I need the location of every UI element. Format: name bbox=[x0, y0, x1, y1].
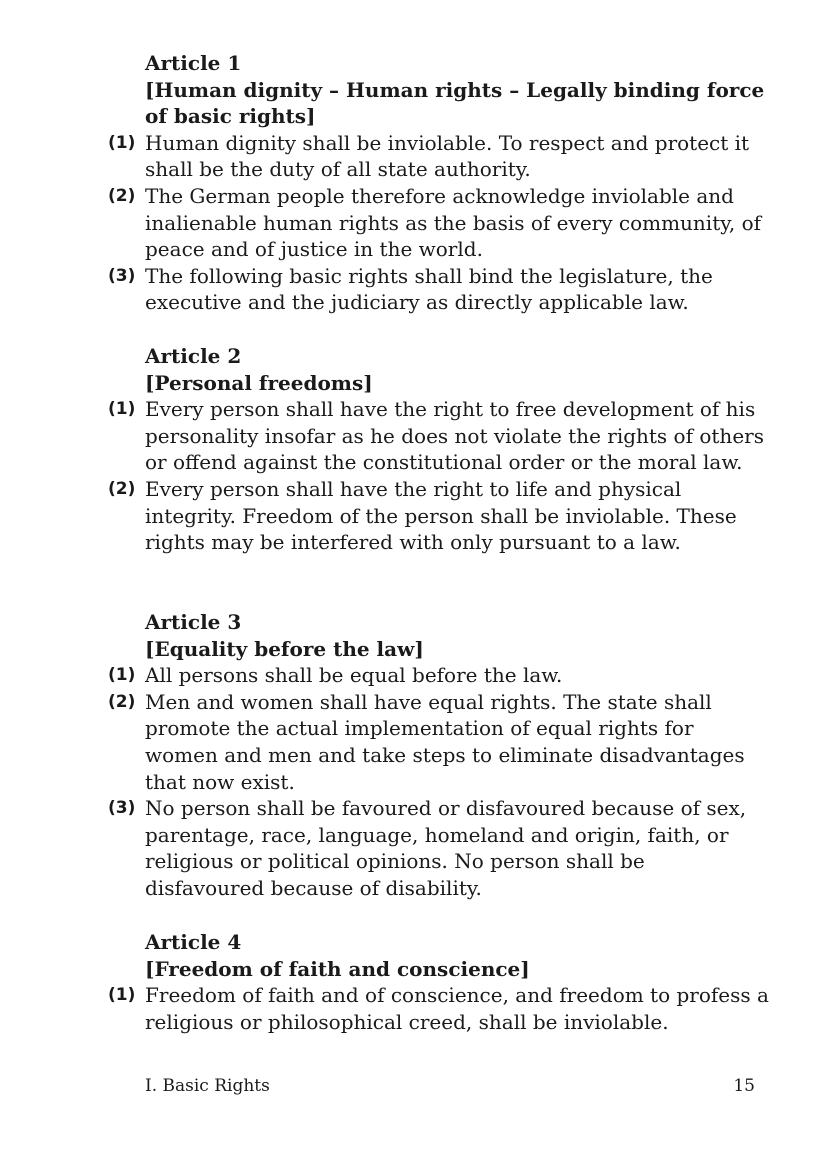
paragraph bbox=[0, 662, 770, 689]
paragraph-text: The following basic rights shall bind the legislature, the executive and the judiciary as directly applicable law. bbox=[145, 263, 713, 315]
page-number: 15 bbox=[733, 1076, 755, 1096]
paragraph-number: (2) bbox=[108, 691, 136, 712]
paragraph-number: (1) bbox=[108, 399, 136, 420]
paragraph bbox=[0, 396, 770, 476]
article-1 bbox=[0, 50, 827, 316]
footer-section-title: I. Basic Rights bbox=[145, 1076, 270, 1096]
article-2 bbox=[0, 343, 827, 556]
paragraph-text: The German people therefore acknowledge inviolable and inalienable human rights as the basis of every community, of peace and of justice in the world. bbox=[145, 183, 762, 262]
paragraph-number: (3) bbox=[108, 265, 136, 286]
paragraph-number: (1) bbox=[108, 665, 136, 686]
article-title: Article 3 bbox=[145, 610, 242, 634]
paragraph-number: (3) bbox=[108, 798, 136, 819]
article-3 bbox=[0, 609, 827, 902]
article-subtitle: [Personal freedoms] bbox=[145, 370, 373, 395]
paragraph-number: (1) bbox=[108, 132, 136, 153]
article-subtitle: [Freedom of faith and conscience] bbox=[145, 956, 530, 981]
paragraph bbox=[0, 130, 770, 183]
article-subtitle: [Equality before the law] bbox=[145, 636, 424, 661]
paragraph bbox=[0, 183, 770, 263]
paragraph-text: Human dignity shall be inviolable. To respect and protect it shall be the duty of all state authority. bbox=[145, 130, 750, 182]
paragraph bbox=[0, 795, 770, 901]
paragraph-number: (2) bbox=[108, 185, 136, 206]
paragraph-text: Men and women shall have equal rights. The state shall promote the actual implementation of equal rights for women and men and take steps to eliminate disadvantages that now exist. bbox=[145, 689, 745, 794]
paragraph-number: (1) bbox=[108, 985, 136, 1006]
paragraph-text: All persons shall be equal before the law. bbox=[145, 663, 563, 688]
article-subtitle: [Human dignity – Human rights – Legally binding force of basic rights] bbox=[145, 77, 765, 129]
paragraph bbox=[0, 263, 770, 316]
paragraph-number: (2) bbox=[108, 478, 136, 499]
article-title: Article 4 bbox=[145, 930, 242, 954]
article-4 bbox=[0, 929, 827, 1035]
paragraph-text: Every person shall have the right to free development of his personality insofar as he does not violate the rights of others or offend against the constitutional order or the moral law. bbox=[145, 397, 764, 475]
paragraph-text: Every person shall have the right to life and physical integrity. Freedom of the person shall be inviolable. These rights may be interfered with only pursuant to a law. bbox=[145, 476, 737, 555]
paragraph bbox=[0, 982, 770, 1035]
article-title: Article 2 bbox=[145, 344, 242, 368]
paragraph bbox=[0, 689, 770, 795]
article-title: Article 1 bbox=[145, 51, 242, 75]
paragraph-text: No person shall be favoured or disfavoured because of sex, parentage, race, language, homeland and origin, faith, or religious or political opinions. No person shall be disfavoured because of disability. bbox=[145, 796, 747, 900]
paragraph-text: Freedom of faith and of conscience, and freedom to profess a religious or philosophical creed, shall be inviolable. bbox=[145, 983, 769, 1034]
paragraph bbox=[0, 476, 770, 556]
